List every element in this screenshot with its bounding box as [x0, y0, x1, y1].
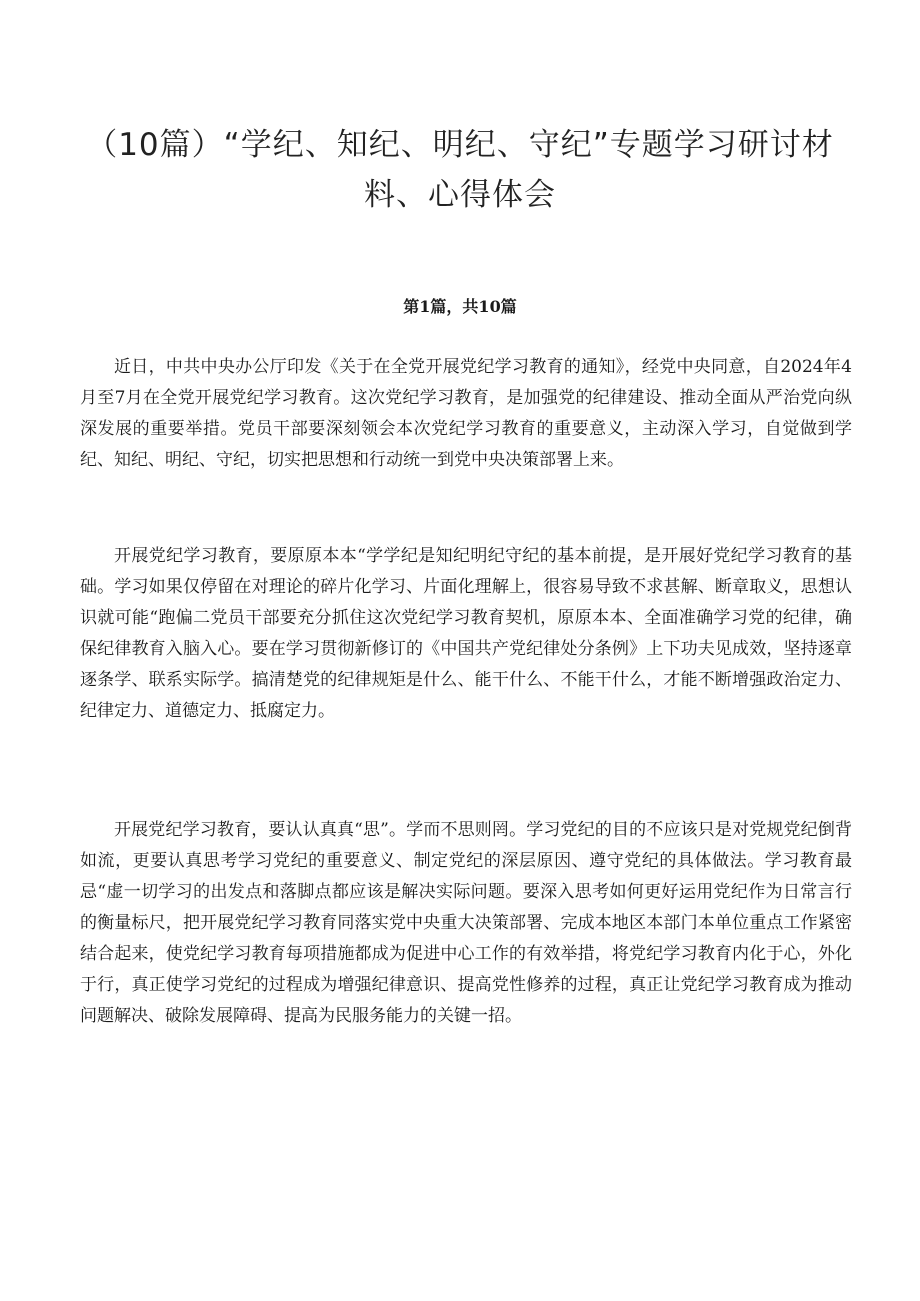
paragraph-3: 开展党纪学习教育，要认认真真“思”。学而不思则罔。学习党纪的目的不应该只是对党规党纪倒背如流，更要认真思考学习党纪的重要意义、制定党纪的深层原因、遵守党纪的具体做法。学习教育最忌“虚一切学习的出发点和落脚点都应该是解决实际问题。要深入思考如何更好运用党纪作为日常言行的衡量标尺，把开展党纪学习教育同落实党中央重大决策部署、完成本地区本部门本单位重点工作紧密结合起来，使党纪学习教育每项措施都成为促进中心工作的有效举措，将党纪学习教育内化于心，外化于行，真正使学习党纪的过程成为增强纪律意识、提高党性修养的过程，真正让党纪学习教育成为推动问题解决、破除发展障碍、提高为民服务能力的关键一招。: [80, 820, 852, 1026]
paragraph-1: 近日，中共中央办公厅印发《关于在全党开展党纪学习教育的通知》，经党中央同意，自2024年4月至7月在全党开展党纪学习教育。这次党纪学习教育，是加强党的纪律建设、推动全面从严治党向纵深发展的重要举措。党员干部要深刻领会本次党纪学习教育的重要意义，主动深入学习，自觉做到学纪、知纪、明纪、守纪，切实把思想和行动统一到党中央决策部署上来。: [80, 357, 852, 470]
section-label: 第1篇，共10篇: [403, 297, 517, 316]
paragraph-2: 开展党纪学习教育，要原原本本“学学纪是知纪明纪守纪的基本前提，是开展好党纪学习教育的基础。学习如果仅停留在对理论的碎片化学习、片面化理解上，很容易导致不求甚解、断章取义，思想认识就可能“跑偏二党员干部要充分抓住这次党纪学习教育契机，原原本本、全面准确学习党的纪律，确保纪律教育入脑入心。要在学习贯彻新修订的《中国共产党纪律处分条例》上下功夫见成效，坚持逐章逐条学、联系实际学。搞清楚党的纪律规矩是什么、能干什么、不能干什么，才能不断增强政治定力、纪律定力、道德定力、抵腐定力。: [80, 546, 852, 721]
document-title: （10篇）“学纪、知纪、明纪、守纪”专题学习研讨材料、心得体会: [86, 127, 834, 213]
